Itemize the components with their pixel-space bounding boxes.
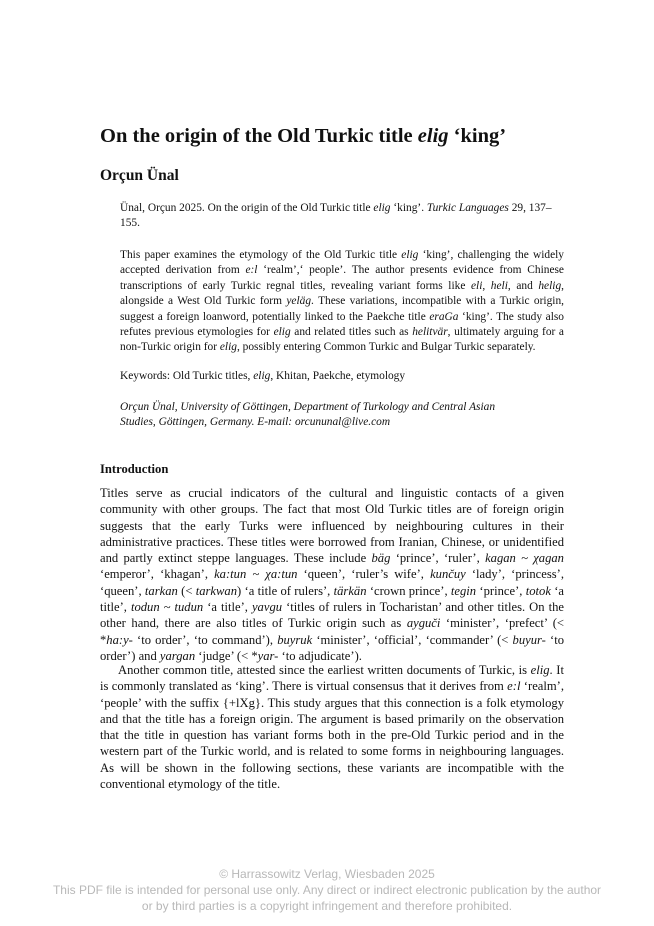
copyright-footer [0,866,654,914]
author-name: Orçun Ünal [100,167,179,184]
keywords: Keywords: Old Turkic titles, elig, Khitan, Paekche, etymology [120,370,406,382]
paragraph-1: Titles serve as crucial indicators of the cultural and linguistic contacts of a given community with other groups. The fact that most Old Turkic titles are of foreign origin suggests that the early Turks were influenced by neighbouring cultures in their administrative practices. These titles were borrowed from Iranian, Chinese, or unidentified and partly extinct steppe languages. These include bäg ‘prince’, ‘ruler’, kagan ~ χagan ‘emperor’, ‘khagan’, ka:tun ~ χa:tun ‘queen’, ‘ruler’s wife’, kunčuy ‘lady’, ‘princess’, ‘queen’, tarkan (< tarkwan) ‘a title of rulers’, tärkän ‘crown prince’, tegin ‘prince’, totok ‘a title’, todun ~ tudun ‘a title’, yavgu ‘titles of rulers in Tocharistan’ and other titles. On the other hand, there are also titles of Turkic origin such as ayguči ‘minister’, ‘prefect’ (< *ha:y- ‘to order’, ‘to command’), buyruk ‘minister’, ‘official’, ‘commander’ (< buyur- ‘to order’) and yargan ‘judge’ (< *yar- ‘to adjudicate’). [100,486,565,663]
paragraph-2: Another common title, attested since the earliest written documents of Turkic, is elig. It is commonly translated as ‘king’. There is virtual consensus that it derives from e:l ‘realm’, ‘people’ with the suffix {+lXg}. This study argues that this connection is a folk etymology and that the title has a foreign origin. The argument is based primarily on the observation that the title in question has variant forms both in the pre-Old Turkic period and in the western part of the Turkic world, and is related to some forms in neighbouring languages. As will be shown in the following sections, these variants are incompatible with the conventional etymology of the title. [100,663,565,792]
footer-line-1: © Harrassowitz Verlag, Wiesbaden 2025 [219,867,435,881]
article-title: On the origin of the Old Turkic title elig ‘king’ [100,125,507,147]
citation: Ünal, Orçun 2025. On the origin of the Old Turkic title elig ‘king’. Turkic Languages 29, 137–155. [120,202,552,230]
footer-line-2: This PDF file is intended for personal use only. Any direct or indirect electronic publication by the author [52,883,602,897]
author-affiliation: Orçun Ünal, University of Göttingen, Department of Turkology and Central Asian Studies, Göttingen, Germany. E-mail: orcununal@live.com [120,401,496,429]
section-heading-introduction: Introduction [100,462,169,476]
abstract: This paper examines the etymology of the Old Turkic title elig ‘king’, challenging the widely accepted derivation from e:l ‘realm’,‘ people’. The author presents evidence from Chinese transcriptions of early Turkic regnal titles, revealing variant forms like eli, heli, and helig, alongside a West Old Turkic form yeläg. These variations, incompatible with a Turkic origin, suggest a foreign loanword, potentially linked to the Paekche title eraGa ‘king’. The study also refutes previous etymologies for elig and related titles such as helitvär, ultimately arguing for a non-Turkic origin for elig, possibly entering Common Turkic and Bulgar Turkic separately. [120,249,564,354]
footer-line-3: or by third parties is a copyright infringement and therefore prohibited. [141,899,513,913]
